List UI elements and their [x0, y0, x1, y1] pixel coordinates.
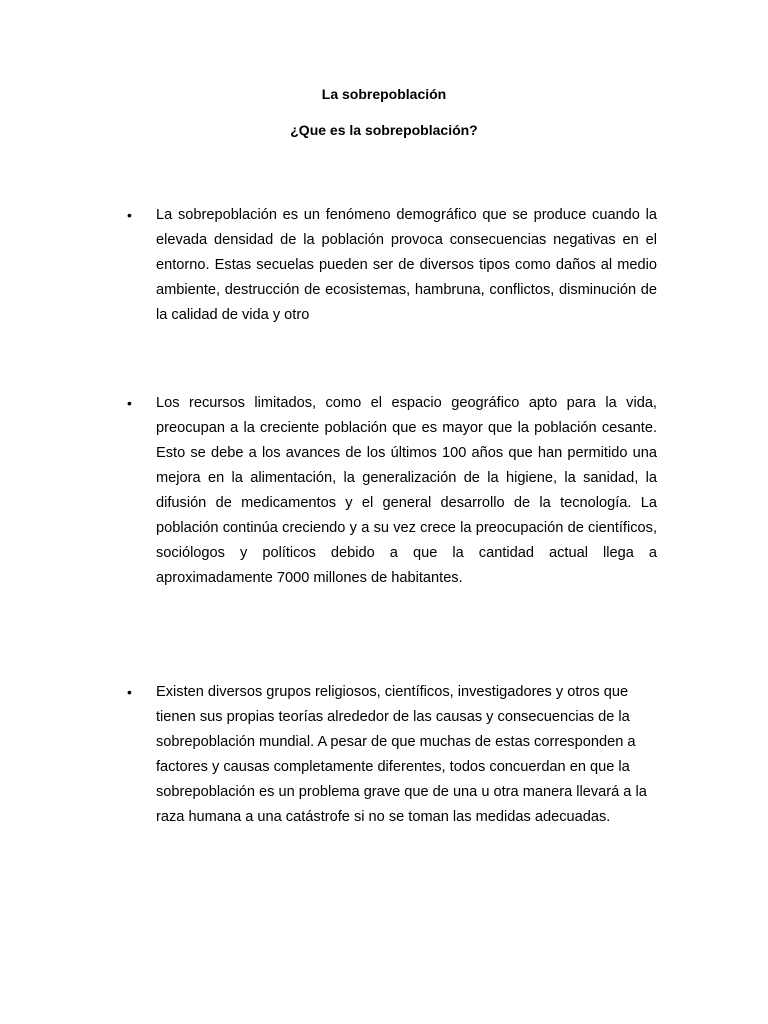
bullet-icon: • — [127, 684, 132, 700]
bullet-item-text: Los recursos limitados, como el espacio geográfico apto para la vida, preocupan a la creciente población que es mayor que la población cesante. Esto se debe a los avances de los últimos 100 años que han permitido una mejora en la alimentación, la generalización de la higiene, la sanidad, la difusión de medicamentos y el general desarrollo de la tecnología. La población continúa creciendo y a su vez crece la preocupación de científicos, sociólogos y políticos debido a que la cantidad actual llega a aproximadamente 7000 millones de habitantes. — [156, 395, 657, 586]
bullet-item-text: Existen diversos grupos religiosos, científicos, investigadores y otros que tienen sus propias teorías alrededor de las causas y consecuencias de la sobrepoblación mundial. A pesar de que muchas de estas corresponden a factores y causas completamente diferentes, todos concuerdan en que la sobrepoblación es un problema grave que de una u otra manera llevará a la raza humana a una catástrofe si no se toman las medidas adecuadas. — [156, 684, 647, 825]
bullet-icon: • — [127, 395, 132, 411]
bullet-icon: • — [127, 207, 132, 223]
bullet-item — [127, 391, 659, 591]
bullet-item — [127, 680, 659, 855]
bullet-item — [127, 203, 659, 333]
document-title: La sobrepoblación — [321, 86, 447, 102]
document-subtitle: ¿Que es la sobrepoblación? — [290, 122, 478, 138]
bullet-item-text: La sobrepoblación es un fenómeno demográfico que se produce cuando la elevada densidad de la población provoca consecuencias negativas en el entorno. Estas secuelas pueden ser de diversos tipos como daños al medio ambiente, destrucción de ecosistemas, hambruna, conflictos, disminución de la calidad de vida y otro — [156, 207, 657, 323]
